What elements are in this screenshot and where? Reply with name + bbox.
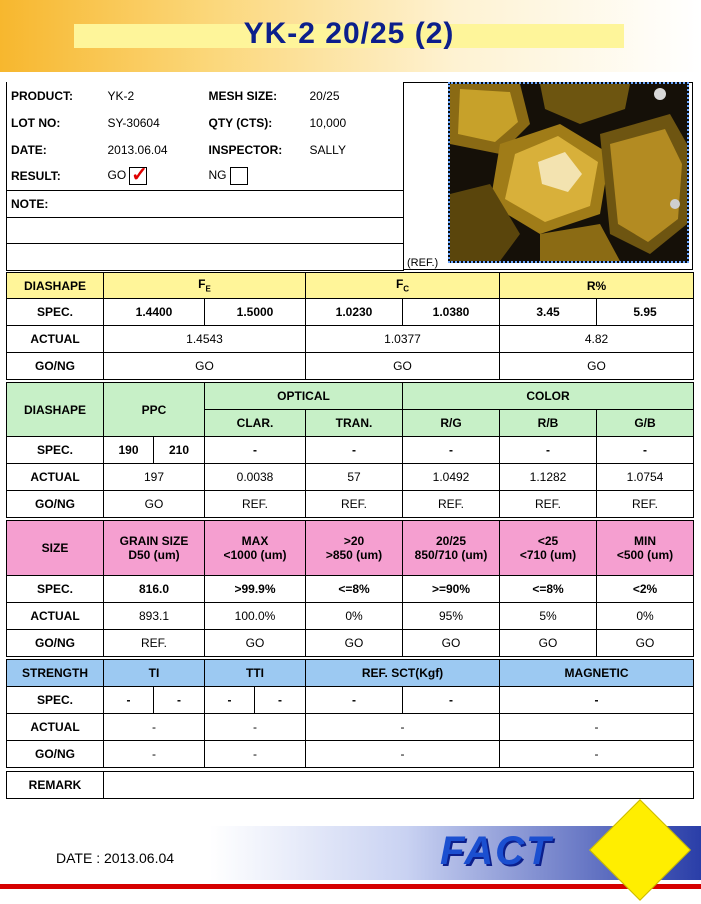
actual-cell: 1.4543 xyxy=(104,326,306,353)
spec-cell: - xyxy=(597,437,694,464)
actual-cell: 1.1282 xyxy=(500,464,597,491)
gong-cell: GO xyxy=(306,353,500,380)
row-label-gong: GO/NG xyxy=(7,630,104,657)
actual-cell: 1.0492 xyxy=(403,464,500,491)
actual-cell: 0% xyxy=(597,603,694,630)
spec-cell: 210 xyxy=(154,437,205,464)
diashape-table-1 xyxy=(6,272,694,380)
gong-cell: REF. xyxy=(205,491,306,518)
result-go-label: GO xyxy=(107,168,127,183)
min-header: MIN <500 (um) xyxy=(597,521,694,576)
mesh-label: MESH SIZE: xyxy=(208,88,278,103)
ref-sct-header: REF. SCT(Kgf) xyxy=(306,660,500,687)
result-label: RESULT: xyxy=(7,163,104,190)
r-header: R% xyxy=(500,273,694,299)
inspector-value: SALLY xyxy=(306,136,404,163)
gong-cell: GO xyxy=(403,630,500,657)
gong-cell: GO xyxy=(104,353,306,380)
actual-cell: 57 xyxy=(306,464,403,491)
row-label-gong: GO/NG xyxy=(7,741,104,768)
spec-cell: >99.9% xyxy=(205,576,306,603)
optical-header: OPTICAL xyxy=(205,383,403,410)
spec-cell: - xyxy=(205,687,255,714)
footer-red-band xyxy=(0,884,701,889)
gong-cell: REF. xyxy=(104,630,205,657)
diashape-table-2 xyxy=(6,382,694,518)
row-label-actual: ACTUAL xyxy=(7,603,104,630)
mesh-value: 20/25 xyxy=(306,82,404,109)
spec-cell: - xyxy=(154,687,205,714)
max-header: MAX <1000 (um) xyxy=(205,521,306,576)
inspector-label: INSPECTOR: xyxy=(208,142,283,157)
diamond-crystals-image xyxy=(450,84,687,261)
lot-value: SY-30604 xyxy=(107,115,160,130)
remark-label: REMARK xyxy=(7,772,104,799)
tran-header: TRAN. xyxy=(306,410,403,437)
gong-cell: GO xyxy=(500,630,597,657)
spec-cell: 3.45 xyxy=(500,299,597,326)
row-label-gong: GO/NG xyxy=(7,491,104,518)
strength-header: STRENGTH xyxy=(7,660,104,687)
spec-cell: - xyxy=(205,437,306,464)
over20-header: >20 >850 (um) xyxy=(306,521,403,576)
fc-header: $F_C$ xyxy=(306,273,500,299)
actual-cell: 0% xyxy=(306,603,403,630)
fe-header: $F_E$ xyxy=(104,273,306,299)
gong-cell: REF. xyxy=(403,491,500,518)
lot-label: LOT NO: xyxy=(7,109,104,136)
ppc-header: PPC xyxy=(104,383,205,437)
spec-cell: <=8% xyxy=(306,576,403,603)
spec-cell: 5.95 xyxy=(597,299,694,326)
magnetic-header: MAGNETIC xyxy=(500,660,694,687)
ng-checkbox[interactable] xyxy=(230,167,248,185)
tti-header: TTI xyxy=(205,660,306,687)
row-label-actual: ACTUAL xyxy=(7,714,104,741)
gb-header: G/B xyxy=(597,410,694,437)
spec-cell: >=90% xyxy=(403,576,500,603)
actual-cell: 1.0377 xyxy=(306,326,500,353)
actual-cell: - xyxy=(500,714,694,741)
photo-caption: (REF.) xyxy=(407,257,439,269)
range-header: 20/25 850/710 (um) xyxy=(403,521,500,576)
gong-cell: GO xyxy=(104,491,205,518)
note-line xyxy=(7,243,404,270)
note-line xyxy=(7,217,404,243)
gong-cell: - xyxy=(205,741,306,768)
diashape-header: DIASHAPE xyxy=(7,273,104,299)
size-header: SIZE xyxy=(7,521,104,576)
row-label-actual: ACTUAL xyxy=(7,326,104,353)
product-label: PRODUCT: xyxy=(7,82,104,109)
row-label-spec: SPEC. xyxy=(7,299,104,326)
qty-value: 10,000 xyxy=(306,109,404,136)
spec-cell: 816.0 xyxy=(104,576,205,603)
gong-cell: REF. xyxy=(597,491,694,518)
footer-date: DATE : 2013.06.04 xyxy=(56,850,175,866)
ti-header: TI xyxy=(104,660,205,687)
clar-header: CLAR. xyxy=(205,410,306,437)
spec-cell: - xyxy=(403,437,500,464)
spec-cell: 1.0380 xyxy=(403,299,500,326)
rb-header: R/B xyxy=(500,410,597,437)
remark-field[interactable] xyxy=(104,772,694,799)
row-label-spec: SPEC. xyxy=(7,687,104,714)
actual-cell: - xyxy=(104,714,205,741)
actual-cell: 1.0754 xyxy=(597,464,694,491)
spec-cell: 1.4400 xyxy=(104,299,205,326)
strength-table xyxy=(6,659,694,768)
spec-cell: - xyxy=(104,687,154,714)
gong-cell: - xyxy=(500,741,694,768)
checkmark-icon: ✓ xyxy=(131,164,148,187)
gong-cell: REF. xyxy=(500,491,597,518)
date-value: 2013.06.04 xyxy=(107,142,168,157)
diashape-header-2: DIASHAPE xyxy=(7,383,104,437)
gong-cell: GO xyxy=(500,353,694,380)
spec-cell: - xyxy=(500,437,597,464)
gong-cell: GO xyxy=(597,630,694,657)
spec-cell: - xyxy=(500,687,694,714)
spec-cell: - xyxy=(306,437,403,464)
page-title: YK-2 20/25 (2) xyxy=(243,17,455,50)
gong-cell: REF. xyxy=(306,491,403,518)
go-checkbox[interactable] xyxy=(129,164,148,187)
actual-cell: 5% xyxy=(500,603,597,630)
result-go xyxy=(104,163,205,190)
row-label-gong: GO/NG xyxy=(7,353,104,380)
product-value: YK-2 xyxy=(107,88,135,103)
qty-label: QTY (CTS): xyxy=(208,115,273,130)
actual-cell: - xyxy=(306,714,500,741)
spec-cell: - xyxy=(306,687,403,714)
result-ng-label: NG xyxy=(208,168,227,183)
grain-size-header: GRAIN SIZE D50 (um) xyxy=(104,521,205,576)
actual-cell: 95% xyxy=(403,603,500,630)
actual-cell: 893.1 xyxy=(104,603,205,630)
spec-cell: 1.5000 xyxy=(205,299,306,326)
actual-cell: 0.0038 xyxy=(205,464,306,491)
spec-cell: 1.0230 xyxy=(306,299,403,326)
actual-cell: 197 xyxy=(104,464,205,491)
date-label: DATE: xyxy=(7,136,104,163)
spec-cell: 190 xyxy=(104,437,154,464)
gong-cell: - xyxy=(306,741,500,768)
note-label: NOTE: xyxy=(7,190,404,217)
spec-cell: - xyxy=(403,687,500,714)
actual-cell: - xyxy=(205,714,306,741)
spec-cell: <=8% xyxy=(500,576,597,603)
row-label-actual: ACTUAL xyxy=(7,464,104,491)
diamond-sample-photo xyxy=(448,82,689,263)
remark-table xyxy=(6,771,694,799)
size-table xyxy=(6,520,694,657)
gong-cell: - xyxy=(104,741,205,768)
result-ng xyxy=(205,163,306,190)
under25-header: <25 <710 (um) xyxy=(500,521,597,576)
spec-cell: <2% xyxy=(597,576,694,603)
row-label-spec: SPEC. xyxy=(7,576,104,603)
gong-cell: GO xyxy=(205,630,306,657)
actual-cell: 100.0% xyxy=(205,603,306,630)
actual-cell: 4.82 xyxy=(500,326,694,353)
color-header: COLOR xyxy=(403,383,694,410)
fact-logo: FACT xyxy=(440,829,553,873)
info-table xyxy=(6,82,404,271)
gong-cell: GO xyxy=(306,630,403,657)
row-label-spec: SPEC. xyxy=(7,437,104,464)
spec-cell: - xyxy=(255,687,306,714)
rg-header: R/G xyxy=(403,410,500,437)
